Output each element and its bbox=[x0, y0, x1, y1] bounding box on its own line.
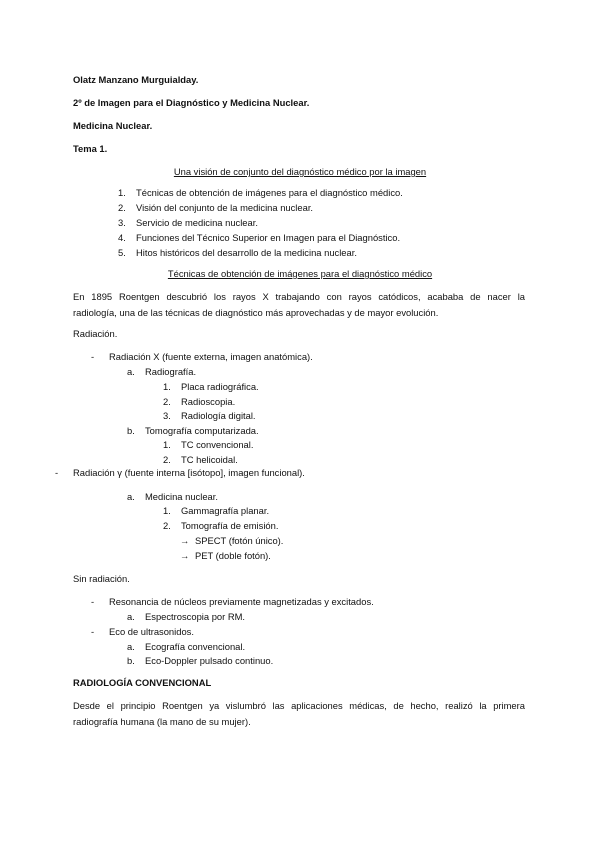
list-item: Visión del conjunto de la medicina nuclear. bbox=[136, 202, 314, 213]
list-item: Hitos históricos del desarrollo de la medicina nuclear. bbox=[136, 247, 357, 258]
intro-line-1: En 1895 Roentgen descubrió los rayos X trabajando con rayos catódicos, acababa de nacer la bbox=[73, 291, 525, 302]
list-item: Gammagrafía planar. bbox=[181, 505, 270, 516]
list-number: 1. bbox=[163, 439, 171, 450]
list-item: PET (doble fotón). bbox=[195, 550, 271, 561]
arrow-icon: → bbox=[180, 550, 190, 561]
echo-label: Eco de ultrasonidos. bbox=[109, 626, 194, 637]
list-number: 5. bbox=[118, 247, 126, 258]
techniques-title: Técnicas de obtención de imágenes para el diagnóstico médico bbox=[167, 268, 433, 279]
list-item: Técnicas de obtención de imágenes para el diagnóstico médico. bbox=[136, 187, 403, 198]
bullet-dash: - bbox=[55, 467, 59, 478]
list-letter: a. bbox=[127, 641, 135, 652]
bullet-dash: - bbox=[91, 596, 95, 607]
radiation-label: Radiación. bbox=[73, 328, 118, 339]
list-number: 2. bbox=[118, 202, 126, 213]
radiography-label: Radiografía. bbox=[145, 366, 197, 377]
list-number: 1. bbox=[163, 381, 171, 392]
list-number: 2. bbox=[163, 520, 171, 531]
topic-line: Tema 1. bbox=[73, 143, 108, 154]
bullet-dash: - bbox=[91, 626, 95, 637]
list-item: Tomografía de emisión. bbox=[181, 520, 279, 531]
list-item: Servicio de medicina nuclear. bbox=[136, 217, 258, 228]
overview-title: Una visión de conjunto del diagnóstico médico por la imagen bbox=[173, 166, 427, 177]
bullet-dash: - bbox=[91, 351, 95, 362]
paragraph-line-2: radiografía humana (la mano de su mujer). bbox=[73, 716, 251, 727]
list-item: SPECT (fotón único). bbox=[195, 535, 284, 546]
xray-label: Radiación X (fuente externa, imagen anatómica). bbox=[109, 351, 313, 362]
list-item: Placa radiográfica. bbox=[181, 381, 259, 392]
section-heading: RADIOLOGÍA CONVENCIONAL bbox=[73, 677, 212, 688]
list-number: 2. bbox=[163, 454, 171, 465]
gamma-label: Radiación γ (fuente interna [isótopo], imagen funcional). bbox=[73, 467, 305, 478]
list-number: 1. bbox=[163, 505, 171, 516]
list-item: Ecografía convencional. bbox=[145, 641, 246, 652]
list-item: Funciones del Técnico Superior en Imagen para el Diagnóstico. bbox=[136, 232, 401, 243]
ct-label: Tomografía computarizada. bbox=[145, 425, 259, 436]
paragraph-line-1: Desde el principio Roentgen ya vislumbró las aplicaciones médicas, de hecho, realizó la primera bbox=[73, 700, 525, 711]
list-item: Radiología digital. bbox=[181, 410, 256, 421]
author-name: Olatz Manzano Murguialday. bbox=[73, 74, 199, 85]
no-radiation-label: Sin radiación. bbox=[73, 573, 130, 584]
subject-line: Medicina Nuclear. bbox=[73, 120, 153, 131]
list-number: 4. bbox=[118, 232, 126, 243]
list-number: 3. bbox=[163, 410, 171, 421]
list-number: 3. bbox=[118, 217, 126, 228]
list-letter: a. bbox=[127, 366, 135, 377]
list-item: Espectroscopia por RM. bbox=[145, 611, 246, 622]
arrow-icon: → bbox=[180, 535, 190, 546]
list-letter: a. bbox=[127, 491, 135, 502]
nuclear-medicine-label: Medicina nuclear. bbox=[145, 491, 218, 502]
list-letter: b. bbox=[127, 655, 135, 666]
intro-line-2: radiología, una de las técnicas de diagnóstico más aprovechadas y de mayor evolución. bbox=[73, 307, 439, 318]
list-letter: b. bbox=[127, 425, 135, 436]
list-item: TC helicoidal. bbox=[181, 454, 238, 465]
list-letter: a. bbox=[127, 611, 135, 622]
list-item: Eco-Doppler pulsado continuo. bbox=[145, 655, 274, 666]
list-number: 1. bbox=[118, 187, 126, 198]
list-item: TC convencional. bbox=[181, 439, 254, 450]
course-line: 2º de Imagen para el Diagnóstico y Medicina Nuclear. bbox=[73, 97, 310, 108]
list-number: 2. bbox=[163, 396, 171, 407]
nmr-label: Resonancia de núcleos previamente magnetizadas y excitados. bbox=[109, 596, 374, 607]
list-item: Radioscopia. bbox=[181, 396, 236, 407]
